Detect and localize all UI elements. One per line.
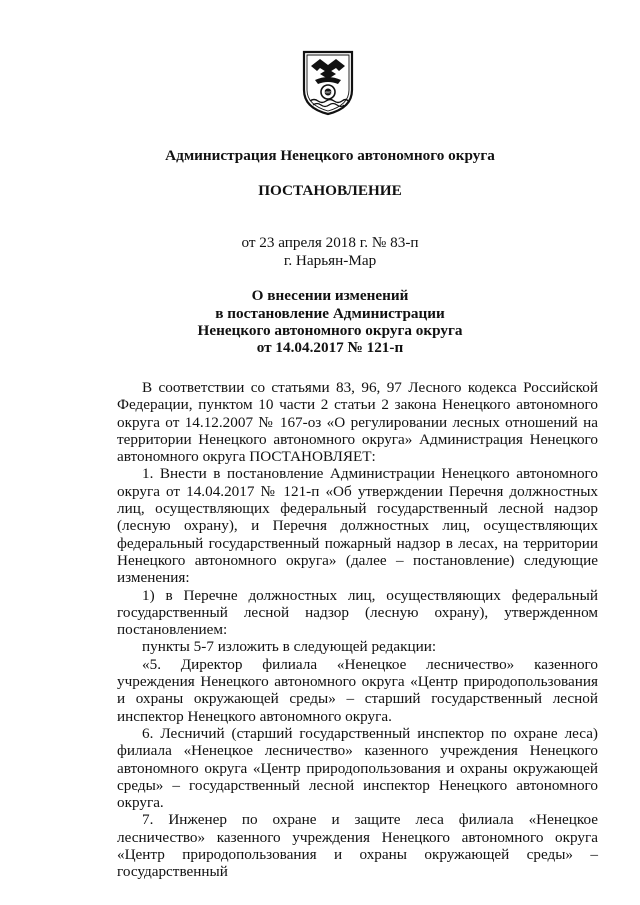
city: г. Нарьян-Мар [283, 252, 377, 269]
document-type: ПОСТАНОВЛЕНИЕ [258, 182, 402, 199]
organization-name: Администрация Ненецкого автономного округа [165, 147, 495, 164]
paragraph: 1) в Перечне должностных лиц, осуществляющих федеральный государственный лесной надзор (лесную охрану), утвержденном постановлением: [117, 586, 598, 639]
title-line-1: О внесении изменений [251, 287, 409, 304]
paragraph: 1. Внести в постановление Администрации Ненецкого автономного округа от 14.04.2017 № 121-п «Об утверждении Перечня должностных лиц, осуществляющих федеральный государственный лесной надзор (лесную охрану), и Перечня должностных лиц, осуществляющих федеральный государственный пожарный надзор в лесах, на территории Ненецкого автономного округа» (далее – постановление) следующие изменения: [117, 465, 598, 587]
title-line-2: в постановление Администрации [215, 305, 445, 322]
coat-of-arms-icon [302, 50, 354, 116]
date-number: от 23 апреля 2018 г. № 83-п [241, 234, 419, 251]
paragraph: «5. Директор филиала «Ненецкое лесничество» казенного учреждения Ненецкого автономного округа «Центр природопользования и охраны окружающей среды» – старший государственный лесной инспектор Ненецкого автономного округа. [117, 655, 598, 725]
title-line-3: Ненецкого автономного округа округа [197, 322, 463, 339]
title-line-4: от 14.04.2017 № 121-п [256, 339, 404, 356]
paragraph: В соответствии со статьями 83, 96, 97 Лесного кодекса Российской Федерации, пунктом 10 части 2 статьи 2 закона Ненецкого автономного округа от 14.12.2007 № 167-оз «О регулировании лесных отношений на территории Ненецкого автономного округа» Администрация Ненецкого автономного округа ПОСТАНОВЛЯЕТ: [117, 379, 598, 466]
paragraph: 7. Инженер по охране и защите леса филиала «Ненецкое лесничество» казенного учреждения Ненецкого автономного округа «Центр природопользования и охраны окружающей среды» – государственный [117, 811, 598, 881]
paragraph: пункты 5-7 изложить в следующей редакции: [142, 638, 437, 656]
document-body [117, 379, 598, 881]
paragraph: 6. Лесничий (старший государственный инспектор по охране леса) филиала «Ненецкое лесничество» казенного учреждения Ненецкого автономного округа «Центр природопользования и охраны окружающей среды» – государственный лесной инспектор Ненецкого автономного округа. [117, 724, 598, 812]
svg-text:НАО: НАО [324, 90, 332, 95]
